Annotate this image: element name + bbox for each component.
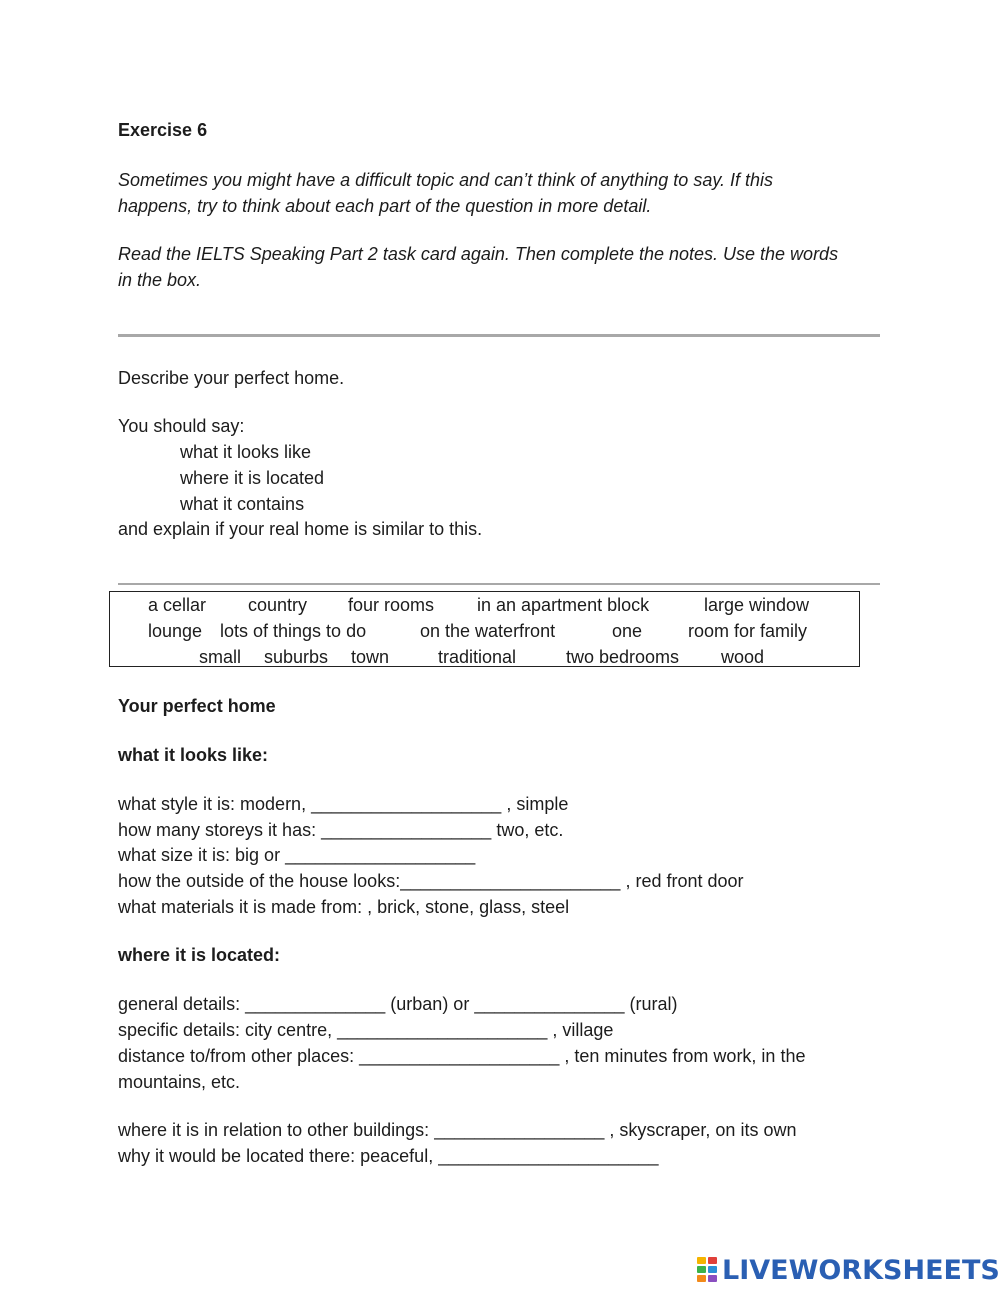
word-item: suburbs (264, 647, 329, 667)
note-distance-cont: mountains, etc. (118, 1072, 241, 1092)
storeys-blank[interactable]: _________________ (321, 820, 492, 840)
word-item: small (199, 647, 242, 667)
note-distance (118, 1043, 805, 1069)
general-blank-urban[interactable]: ______________ (245, 994, 386, 1014)
divider-bottom (118, 583, 880, 585)
note-label: what size it is: big or (118, 845, 281, 865)
task-closing: and explain if your real home is similar to this. (118, 519, 483, 539)
word-item: room for family (688, 621, 808, 641)
note-label: (urban) or (390, 994, 470, 1014)
specific-blank[interactable]: _____________________ (337, 1020, 548, 1040)
note-label: , village (552, 1020, 614, 1040)
word-item: country (248, 595, 308, 615)
note-storeys (118, 817, 563, 843)
word-item: lots of things to do (220, 621, 367, 641)
note-style (118, 791, 568, 817)
task-point: where it is located (180, 468, 325, 488)
word-box (109, 591, 860, 667)
note-label: (rural) (629, 994, 678, 1014)
word-item: two bedrooms (566, 647, 680, 667)
word-item: on the waterfront (420, 621, 556, 641)
word-item: in an apartment block (477, 595, 650, 615)
note-label: specific details: city centre, (118, 1020, 333, 1040)
task-point: what it looks like (180, 442, 312, 462)
note-specific (118, 1017, 613, 1043)
size-blank[interactable]: ___________________ (285, 845, 476, 865)
looks-heading: what it looks like: (118, 745, 269, 765)
note-label: distance to/from other places: (118, 1046, 355, 1066)
note-label: two, etc. (496, 820, 564, 840)
divider-top (118, 334, 880, 337)
notes-heading: Your perfect home (118, 696, 276, 716)
note-label: , ten minutes from work, in the (564, 1046, 806, 1066)
word-item: traditional (438, 647, 517, 667)
word-item: lounge (148, 621, 203, 641)
why-blank[interactable]: ______________________ (438, 1146, 659, 1166)
liveworksheets-logo[interactable] (697, 1255, 1000, 1285)
word-item: a cellar (148, 595, 207, 615)
word-item: wood (721, 647, 765, 667)
note-outside (118, 868, 744, 894)
note-label: why it would be located there: peaceful, (118, 1146, 434, 1166)
word-item: town (351, 647, 390, 667)
logo-mark-icon (697, 1257, 719, 1283)
note-label: how the outside of the house looks: (118, 871, 401, 891)
intro-line-2: happens, try to think about each part of the question in more detail. (118, 196, 652, 216)
outside-blank[interactable]: ______________________ (400, 871, 621, 891)
distance-blank[interactable]: ____________________ (359, 1046, 560, 1066)
instruction-line-2: in the box. (118, 270, 202, 290)
note-label: where it is in relation to other buildings: (118, 1120, 430, 1140)
note-label: general details: (118, 994, 241, 1014)
task-point: what it contains (180, 494, 305, 514)
note-label: how many storeys it has: (118, 820, 317, 840)
note-size (118, 842, 475, 868)
general-blank-rural[interactable]: _______________ (474, 994, 625, 1014)
note-label: , skyscraper, on its own (609, 1120, 797, 1140)
word-item: four rooms (348, 595, 435, 615)
note-materials: what materials it is made from: , brick, stone, glass, steel (118, 897, 570, 917)
note-general (118, 991, 678, 1017)
word-item: large window (704, 595, 810, 615)
task-prompt: Describe your perfect home. (118, 368, 345, 388)
style-blank[interactable]: ___________________ (311, 794, 502, 814)
note-relation (118, 1117, 796, 1143)
note-why (118, 1143, 658, 1169)
note-label: , red front door (625, 871, 744, 891)
relation-blank[interactable]: _________________ (434, 1120, 605, 1140)
intro-line-1: Sometimes you might have a difficult topic and can’t think of anything to say. If this (118, 170, 774, 190)
word-item: one (612, 621, 643, 641)
note-label: , simple (506, 794, 569, 814)
located-heading: where it is located: (118, 945, 281, 965)
logo-text: LIVEWORKSHEETS (722, 1254, 1000, 1286)
instruction-line-1: Read the IELTS Speaking Part 2 task card again. Then complete the notes. Use the words (118, 244, 839, 264)
exercise-title: Exercise 6 (118, 120, 208, 140)
note-label: what style it is: modern, (118, 794, 307, 814)
task-should-say: You should say: (118, 416, 245, 436)
